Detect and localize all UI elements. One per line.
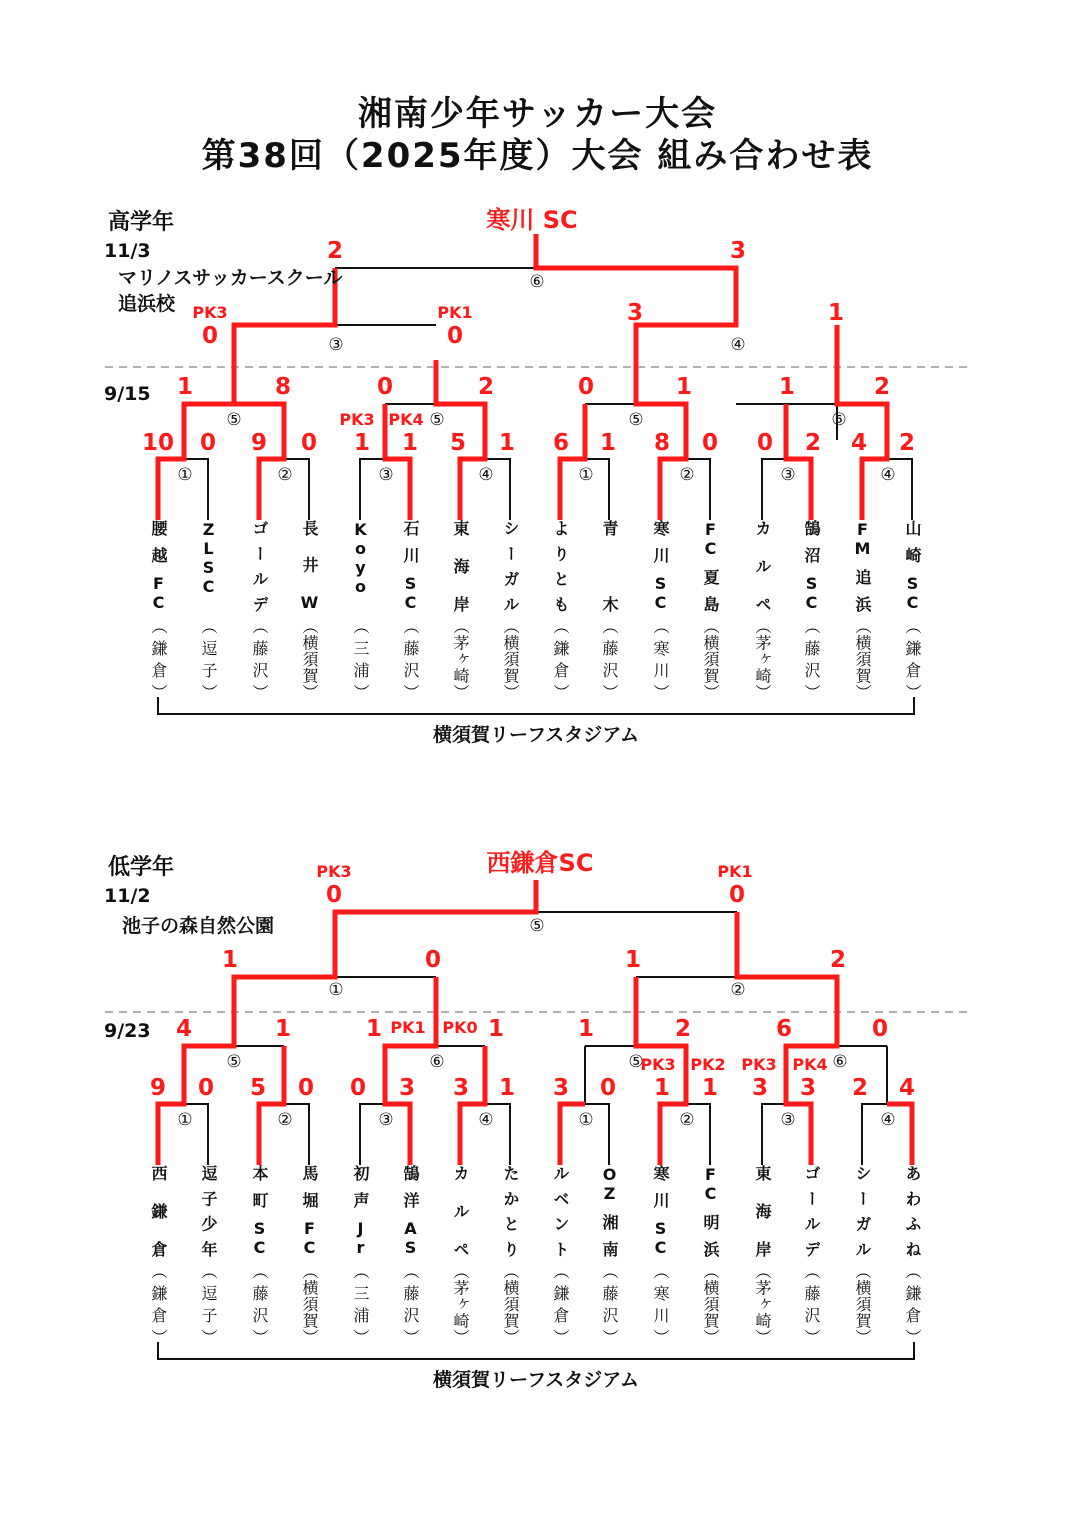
team-name: 腰越FC — [149, 520, 168, 612]
upper-semi2-left-score: 3 — [626, 300, 644, 326]
lower-team-1 — [145, 1165, 171, 1345]
team-name: OZ湘南 — [600, 1165, 619, 1257]
team-city: （藤沢） — [250, 618, 269, 700]
upper-semi1-left-score: 0 — [201, 323, 219, 349]
lower-team-7 — [447, 1165, 473, 1345]
team-name: よりとも — [551, 520, 570, 612]
team-name: 馬堀FC — [300, 1165, 319, 1257]
lower-r1-6-left-score: 1 — [653, 1075, 671, 1101]
upper-r2-2-match-no: ⑤ — [429, 410, 445, 430]
team-city: （藤沢） — [250, 1263, 269, 1345]
upper-r2-3-left-score: 0 — [577, 374, 595, 400]
lower-team-2 — [195, 1165, 221, 1345]
team-city: （寒川） — [651, 618, 670, 700]
page-title-line2: 第38回（2025年度）大会 組み合わせ表 — [201, 136, 874, 176]
upper-final-right-score: 3 — [729, 238, 747, 264]
team-name: ゴールデ — [250, 520, 269, 612]
team-name: 山崎SC — [903, 520, 922, 612]
lower-team-11 — [647, 1165, 673, 1345]
lower-r1-5-match-no: ① — [578, 1110, 594, 1130]
lower-team-15 — [849, 1165, 875, 1345]
lower-r1-7-right-pk: PK4 — [792, 1055, 828, 1074]
upper-r2-1-right-score: 8 — [274, 374, 292, 400]
lower-team-12 — [697, 1165, 723, 1345]
upper-r1-3-left-score: 1 — [353, 430, 371, 456]
upper-r1-6-match-no: ② — [679, 465, 695, 485]
lower-r1-2-right-score: 0 — [297, 1075, 315, 1101]
team-city: （藤沢） — [600, 1263, 619, 1345]
lower-r1-6-right-pk: PK2 — [690, 1055, 726, 1074]
team-city: （横須賀） — [701, 618, 720, 700]
lower-semi2-left-score: 1 — [624, 947, 642, 973]
team-name: 西鎌倉 — [149, 1165, 168, 1257]
team-city: （横須賀） — [300, 1263, 319, 1345]
team-city: （藤沢） — [401, 1263, 420, 1345]
lower-r1-3-match-no: ③ — [378, 1110, 394, 1130]
lower-r2-4-match-no: ⑥ — [832, 1052, 848, 1072]
upper-r1-7-left-score: 0 — [756, 430, 774, 456]
team-name: 初声Jr — [351, 1165, 370, 1257]
lower-team-5 — [347, 1165, 373, 1345]
lower-r1-4-right-score: 1 — [498, 1075, 516, 1101]
upper-r1-1-right-score: 0 — [199, 430, 217, 456]
upper-r2-3-right-score: 1 — [675, 374, 693, 400]
lower-semi2-right-score: 2 — [829, 947, 847, 973]
lower-r2-2-left-pk: PK1 — [390, 1018, 426, 1037]
upper-r2-3-match-no: ⑤ — [628, 410, 644, 430]
team-city: （横須賀） — [853, 1263, 872, 1345]
upper-r1-2-match-no: ② — [277, 465, 293, 485]
team-name: Koyo — [351, 520, 370, 596]
lower-r1-8-match-no: ④ — [880, 1110, 896, 1130]
lower-semi1-right-score: 0 — [424, 947, 442, 973]
lower-stadium-label: 横須賀リーフスタジアム — [433, 1369, 639, 1391]
upper-r1-5-right-score: 1 — [599, 430, 617, 456]
team-city: （横須賀） — [501, 618, 520, 700]
upper-semi1-right-pk: PK1 — [437, 303, 473, 322]
upper-r1-1-match-no: ① — [177, 465, 193, 485]
lower-r1-8-left-score: 2 — [851, 1075, 869, 1101]
upper-r1-3-match-no: ③ — [378, 465, 394, 485]
lower-r1-5-left-score: 3 — [552, 1075, 570, 1101]
upper-semi2-match-no: ④ — [730, 335, 746, 355]
lower-team-9 — [547, 1165, 573, 1345]
lower-team-16 — [899, 1165, 925, 1345]
lower-r2-2-left-score: 1 — [365, 1016, 383, 1042]
team-city: （茅ヶ崎） — [451, 1263, 470, 1345]
team-city: （茅ヶ崎） — [753, 1263, 772, 1345]
upper-final-venue-line2: 追浜校 — [118, 293, 176, 315]
lower-team-13 — [749, 1165, 775, 1345]
upper-r2-4-right-score: 2 — [873, 374, 891, 400]
lower-final-right-score: 0 — [728, 882, 746, 908]
lower-r1-4-match-no: ④ — [478, 1110, 494, 1130]
lower-r2-2-right-pk: PK0 — [442, 1018, 478, 1037]
lower-r1-6-match-no: ② — [679, 1110, 695, 1130]
team-name: ZLSC — [199, 520, 218, 596]
lower-r2-3-left-score: 1 — [577, 1016, 595, 1042]
team-city: （寒川） — [651, 1263, 670, 1345]
upper-stadium-label: 横須賀リーフスタジアム — [433, 724, 639, 746]
team-name: 青木 — [600, 520, 619, 612]
lower-r2-4-left-score: 6 — [775, 1016, 793, 1042]
upper-r1-7-right-score: 2 — [804, 430, 822, 456]
team-name: 鵠洋AS — [401, 1165, 420, 1257]
team-city: （逗子） — [199, 618, 218, 700]
upper-r1-5-match-no: ① — [578, 465, 594, 485]
team-city: （三浦） — [351, 1263, 370, 1345]
upper-r1-8-right-score: 2 — [898, 430, 916, 456]
team-city: （藤沢） — [600, 618, 619, 700]
lower-final-left-score: 0 — [325, 882, 343, 908]
lower-r2-3-right-score: 2 — [674, 1016, 692, 1042]
upper-semi2-right-score: 1 — [827, 300, 845, 326]
team-city: （逗子） — [199, 1263, 218, 1345]
lower-r2-1-match-no: ⑤ — [226, 1052, 242, 1072]
team-name: たかとり — [501, 1165, 520, 1257]
lower-section-label: 低学年 — [108, 855, 175, 880]
team-name: シーガル — [501, 520, 520, 612]
upper-final-match-no: ⑥ — [529, 272, 545, 292]
lower-early-date: 9/23 — [104, 1020, 151, 1042]
upper-semi1-left-pk: PK3 — [192, 303, 228, 322]
team-name: ゴールデ — [802, 1165, 821, 1257]
upper-semi1-right-score: 0 — [446, 323, 464, 349]
lower-r1-6-right-score: 1 — [701, 1075, 719, 1101]
team-city: （茅ヶ崎） — [451, 618, 470, 700]
team-name: カルペ — [451, 1165, 470, 1257]
lower-final-date: 11/2 — [104, 885, 151, 907]
lower-semi1-left-score: 1 — [221, 947, 239, 973]
team-name: FM追浜 — [853, 520, 872, 612]
lower-champion: 西鎌倉SC — [486, 849, 594, 877]
lower-r1-6-left-pk: PK3 — [640, 1055, 676, 1074]
team-city: （横須賀） — [701, 1263, 720, 1345]
upper-r1-6-left-score: 8 — [653, 430, 671, 456]
team-name: FC夏島 — [701, 520, 720, 612]
team-city: （横須賀） — [853, 618, 872, 700]
upper-r1-5-left-score: 6 — [552, 430, 570, 456]
team-name: 鵠沼SC — [802, 520, 821, 612]
team-name: あわふね — [903, 1165, 922, 1257]
lower-r2-3-match-no: ⑤ — [628, 1052, 644, 1072]
team-city: （横須賀） — [501, 1263, 520, 1345]
team-name: 石川SC — [401, 520, 420, 612]
lower-semi2-match-no: ② — [730, 980, 746, 1000]
upper-r1-2-right-score: 0 — [300, 430, 318, 456]
lower-r1-1-right-score: 0 — [197, 1075, 215, 1101]
upper-semi1-match-no: ③ — [328, 335, 344, 355]
upper-r1-7-match-no: ③ — [780, 465, 796, 485]
lower-r1-3-right-score: 3 — [398, 1075, 416, 1101]
upper-r1-8-match-no: ④ — [880, 465, 896, 485]
upper-r2-4-left-score: 1 — [778, 374, 796, 400]
upper-r1-8-left-score: 4 — [850, 430, 868, 456]
team-name: 寒川SC — [651, 520, 670, 612]
lower-r2-1-left-score: 4 — [175, 1016, 193, 1042]
lower-r1-3-left-score: 0 — [349, 1075, 367, 1101]
team-name: カルペ — [753, 520, 772, 612]
lower-team-6 — [397, 1165, 423, 1345]
upper-champion: 寒川 SC — [486, 206, 578, 234]
upper-r2-2-right-score: 2 — [477, 374, 495, 400]
lower-final-venue: 池子の森自然公園 — [122, 915, 275, 937]
team-city: （鎌倉） — [903, 1263, 922, 1345]
team-city: （鎌倉） — [903, 618, 922, 700]
team-city: （横須賀） — [300, 618, 319, 700]
upper-early-date: 9/15 — [104, 383, 151, 405]
lower-r1-7-right-score: 3 — [799, 1075, 817, 1101]
lower-final-left-pk: PK3 — [316, 862, 352, 881]
lower-r2-4-right-score: 0 — [871, 1016, 889, 1042]
lower-r1-8-right-score: 4 — [898, 1075, 916, 1101]
team-name: 逗子少年 — [199, 1165, 218, 1257]
lower-r1-7-left-pk: PK3 — [741, 1055, 777, 1074]
upper-r2-1-left-score: 1 — [176, 374, 194, 400]
lower-final-match-no: ⑤ — [529, 916, 545, 936]
upper-r1-3-right-pk: PK4 — [388, 410, 424, 429]
team-city: （藤沢） — [401, 618, 420, 700]
team-name: 本町SC — [250, 1165, 269, 1257]
team-city: （藤沢） — [802, 618, 821, 700]
lower-team-10 — [596, 1165, 622, 1345]
upper-r2-4-match-no: ⑥ — [831, 410, 847, 430]
upper-final-date: 11/3 — [104, 240, 151, 262]
team-city: （藤沢） — [802, 1263, 821, 1345]
team-city: （鎌倉） — [551, 1263, 570, 1345]
upper-r1-6-right-score: 0 — [701, 430, 719, 456]
upper-final-left-score: 2 — [326, 238, 344, 264]
upper-r1-1-left-score: 10 — [141, 430, 175, 456]
lower-team-3 — [246, 1165, 272, 1345]
lower-final-right-pk: PK1 — [717, 862, 753, 881]
lower-r1-1-left-score: 9 — [149, 1075, 167, 1101]
upper-section-label: 高学年 — [108, 210, 175, 235]
lower-r1-2-match-no: ② — [277, 1110, 293, 1130]
lower-r1-7-match-no: ③ — [780, 1110, 796, 1130]
upper-r1-4-right-score: 1 — [498, 430, 516, 456]
upper-r1-3-left-pk: PK3 — [339, 410, 375, 429]
page-title-line1: 湘南少年サッカー大会 — [357, 94, 718, 134]
upper-r1-4-left-score: 5 — [449, 430, 467, 456]
lower-team-14 — [798, 1165, 824, 1345]
team-name: 長井W — [300, 520, 319, 612]
upper-r1-3-right-score: 1 — [401, 430, 419, 456]
team-name: 寒川SC — [651, 1165, 670, 1257]
upper-final-venue-line1: マリノスサッカースクール — [118, 267, 343, 289]
lower-r1-2-left-score: 5 — [249, 1075, 267, 1101]
lower-semi1-match-no: ① — [328, 980, 344, 1000]
team-name: 東海岸 — [451, 520, 470, 612]
lower-team-4 — [296, 1165, 322, 1345]
lower-r2-1-right-score: 1 — [274, 1016, 292, 1042]
lower-r2-2-match-no: ⑥ — [429, 1052, 445, 1072]
team-city: （鎌倉） — [551, 618, 570, 700]
team-city: （鎌倉） — [149, 618, 168, 700]
upper-r2-2-left-score: 0 — [376, 374, 394, 400]
lower-team-8 — [497, 1165, 523, 1345]
lower-r1-4-left-score: 3 — [452, 1075, 470, 1101]
upper-r1-4-match-no: ④ — [478, 465, 494, 485]
lower-r2-2-right-score: 1 — [487, 1016, 505, 1042]
lower-r1-5-right-score: 0 — [599, 1075, 617, 1101]
lower-r1-1-match-no: ① — [177, 1110, 193, 1130]
team-city: （鎌倉） — [149, 1263, 168, 1345]
team-city: （茅ヶ崎） — [753, 618, 772, 700]
team-name: FC明浜 — [701, 1165, 720, 1257]
upper-r2-1-match-no: ⑤ — [226, 410, 242, 430]
team-name: シーガル — [853, 1165, 872, 1257]
team-city: （三浦） — [351, 618, 370, 700]
lower-r1-7-left-score: 3 — [751, 1075, 769, 1101]
team-name: ルベント — [551, 1165, 570, 1257]
upper-r1-2-left-score: 9 — [250, 430, 268, 456]
team-name: 東海岸 — [753, 1165, 772, 1257]
